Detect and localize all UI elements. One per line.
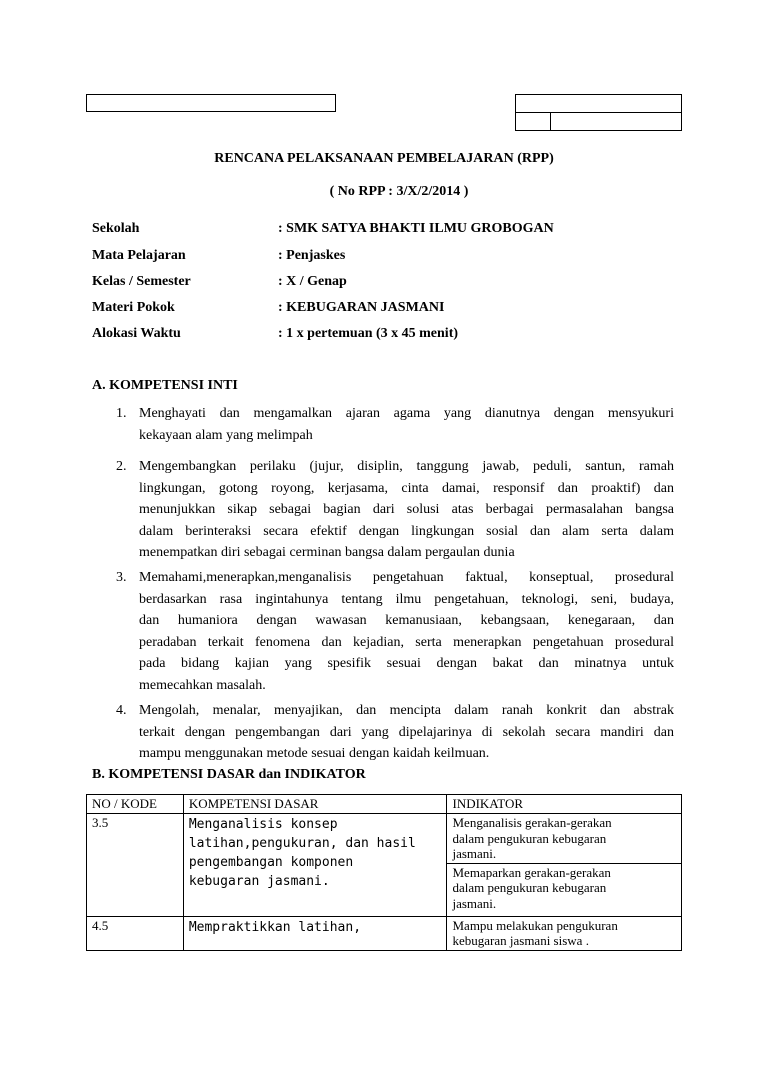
indicator-cell (447, 814, 682, 864)
text-line: memecahkan masalah. (139, 677, 266, 693)
ki-item-number: 1. (116, 406, 127, 421)
text-line: menunjukkan sikap sebagai bagian dari solusi atas berbagai permasalahan bangsa (139, 502, 674, 517)
header-right-box-top (515, 94, 682, 113)
header-kompetensi-dasar: KOMPETENSI DASAR (183, 795, 447, 814)
text-line: Mengembangkan perilaku (jujur, disiplin, tanggung jawab, peduli, santun, ramah (139, 459, 674, 474)
info-value-kelas: : X / Genap (278, 274, 347, 289)
page-title: RENCANA PELAKSANAAN PEMBELAJARAN (RPP) (214, 151, 554, 166)
table-header-row (87, 795, 682, 814)
text-line: kebugaran jasmani siswa . (452, 933, 589, 948)
text-line: Mengolah, menalar, menyajikan, dan mencipta dalam ranah konkrit dan abstrak (139, 703, 674, 718)
text-line: pada bidang kajian yang spesifik sesuai dengan bakat dan minatnya untuk (139, 656, 674, 671)
text-line: jasmani. (452, 846, 497, 861)
text-line: jasmani. (452, 895, 497, 911)
header-right-box-small (515, 112, 551, 131)
info-value-materi: : KEBUGARAN JASMANI (278, 300, 445, 315)
text-line: peradaban terkait fenomena dan kejadian, serta menerapkan pengetahuan prosedural (139, 634, 674, 650)
ki-item-text (139, 700, 674, 765)
text-line: dalam pengukuran kebugaran (452, 830, 607, 846)
info-label-kelas: Kelas / Semester (92, 274, 191, 289)
header-indikator: INDIKATOR (447, 795, 682, 814)
info-value-sekolah: : SMK SATYA BHAKTI ILMU GROBOGAN (278, 221, 554, 236)
text-line: Menganalisis konsep (188, 817, 338, 832)
ki-item-number: 3. (116, 570, 127, 585)
text-line: pengembangan komponen (188, 855, 354, 870)
section-a-heading: A. KOMPETENSI INTI (92, 378, 238, 393)
text-line: Mempraktikkan latihan, (188, 919, 362, 935)
text-line: kebugaran jasmani. (188, 874, 330, 889)
info-value-mapel: : Penjaskes (278, 248, 346, 263)
row-code: 3.5 (87, 814, 184, 917)
ki-item-text (139, 456, 674, 564)
indicator-cell (447, 863, 682, 916)
text-line: dalam pengukuran kebugaran (452, 880, 607, 895)
text-line: dan humaniora dengan wawasan kemanusiaan, kebangsaan, kenegaraan, dan (139, 613, 674, 628)
info-label-alokasi: Alokasi Waktu (92, 326, 181, 341)
table-row (87, 916, 682, 950)
info-label-materi: Materi Pokok (92, 300, 175, 315)
rpp-number: ( No RPP : 3/X/2/2014 ) (329, 184, 469, 199)
text-line: Menghayati dan mengamalkan ajaran agama yang dianutnya dengan mensyukuri (139, 406, 674, 421)
text-line: terkait dengan pengembangan dari yang dipelajarinya di sekolah secara mandiri dan (139, 724, 674, 740)
kd-text (183, 916, 447, 950)
info-label-mapel: Mata Pelajaran (92, 248, 186, 263)
info-value-alokasi: : 1 x pertemuan (3 x 45 menit) (278, 326, 459, 341)
text-line: Menganalisis gerakan-gerakan (452, 815, 612, 830)
text-line: Memaparkan gerakan-gerakan (452, 864, 611, 880)
text-line: Mampu melakukan pengukuran (452, 917, 618, 933)
ki-item-text (139, 403, 674, 446)
text-line: latihan,pengukuran, dan hasil (188, 836, 416, 851)
header-left-box (86, 94, 336, 112)
header-right-box-large (550, 112, 682, 131)
info-label-sekolah: Sekolah (92, 221, 140, 236)
kd-text (183, 814, 447, 917)
ki-item-number: 2. (116, 459, 127, 474)
text-line: menempatkan diri sebagai cerminan bangsa dalam pergaulan dunia (139, 545, 515, 560)
text-line: mampu menggunakan metode sesuai dengan kaidah keilmuan. (139, 746, 490, 761)
text-line: Memahami,menerapkan,menganalisis pengetahuan faktual, konseptual, prosedural (139, 570, 674, 585)
section-b-heading: B. KOMPETENSI DASAR dan INDIKATOR (92, 767, 366, 782)
header-no-kode: NO / KODE (87, 795, 184, 814)
text-line: lingkungan, gotong royong, kerjasama, cinta damai, responsif dan proaktif) dan (139, 480, 674, 496)
ki-item-number: 4. (116, 703, 127, 718)
ki-item-text (139, 567, 674, 696)
text-line: kekayaan alam yang melimpah (139, 427, 313, 443)
row-code: 4.5 (87, 916, 184, 950)
indicator-cell (447, 916, 682, 950)
table-row (87, 814, 682, 864)
text-line: dalam berinteraksi secara efektif dengan lingkungan sosial dan alam serta dalam (139, 523, 674, 539)
kd-table (86, 794, 682, 951)
text-line: berdasarkan rasa ingintahunya tentang ilmu pengetahuan, teknologi, seni, budaya, (139, 591, 674, 607)
